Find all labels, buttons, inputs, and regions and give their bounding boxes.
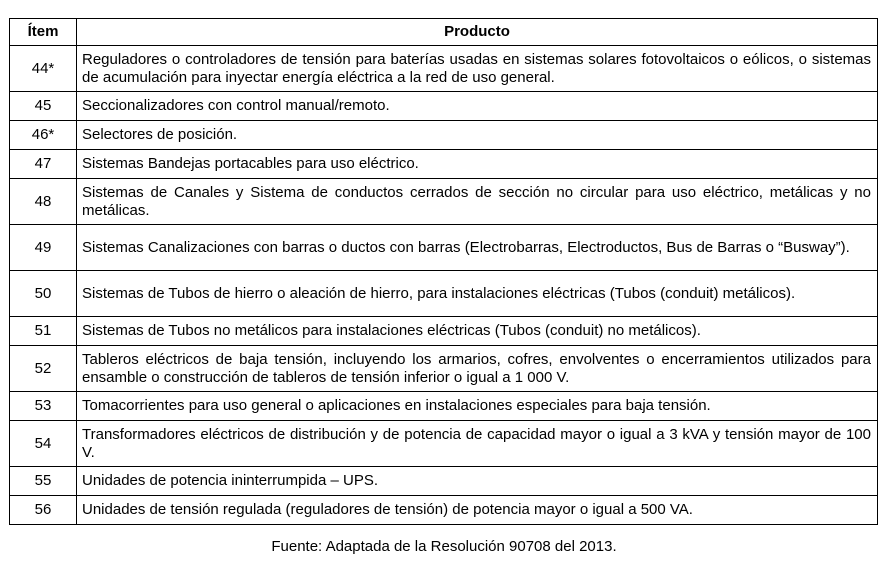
product-description: Sistemas de Tubos no metálicos para instalaciones eléctricas (Tubos (conduit) no metálicos). xyxy=(77,317,878,346)
table-row xyxy=(10,46,878,92)
product-description: Unidades de tensión regulada (reguladores de tensión) de potencia mayor o igual a 500 VA. xyxy=(77,496,878,525)
product-description: Selectores de posición. xyxy=(77,121,878,150)
product-description: Sistemas de Canales y Sistema de conductos cerrados de sección no circular para uso eléctrico, metálicas y no metálicas. xyxy=(77,179,878,225)
header-row xyxy=(10,19,878,46)
product-description: Sistemas Canalizaciones con barras o ductos con barras (Electrobarras, Electroductos, Bus de Barras o “Busway”). xyxy=(77,225,878,271)
item-number: 55 xyxy=(10,467,77,496)
item-number: 48 xyxy=(10,179,77,225)
item-number: 45 xyxy=(10,92,77,121)
table-row xyxy=(10,317,878,346)
table-row xyxy=(10,467,878,496)
table-row xyxy=(10,92,878,121)
table-row xyxy=(10,225,878,271)
source-note: Fuente: Adaptada de la Resolución 90708 del 2013. xyxy=(271,538,617,555)
item-number: 52 xyxy=(10,346,77,392)
item-number: 47 xyxy=(10,150,77,179)
product-description: Sistemas de Tubos de hierro o aleación de hierro, para instalaciones eléctricas (Tubos (conduit) metálicos). xyxy=(77,271,878,317)
table-row xyxy=(10,392,878,421)
item-number: 50 xyxy=(10,271,77,317)
product-description: Tomacorrientes para uso general o aplicaciones en instalaciones especiales para baja tensión. xyxy=(77,392,878,421)
products-table xyxy=(9,18,878,525)
product-description: Sistemas Bandejas portacables para uso eléctrico. xyxy=(77,150,878,179)
item-number: 51 xyxy=(10,317,77,346)
product-column-header: Producto xyxy=(77,19,878,46)
item-number: 54 xyxy=(10,421,77,467)
item-number: 49 xyxy=(10,225,77,271)
product-description: Reguladores o controladores de tensión para baterías usadas en sistemas solares fotovoltaicos o eólicos, o sistemas de acumulación para inyectar energía eléctrica a la red de uso general. xyxy=(77,46,878,92)
product-description: Seccionalizadores con control manual/remoto. xyxy=(77,92,878,121)
table-row xyxy=(10,421,878,467)
table-row xyxy=(10,271,878,317)
item-number: 56 xyxy=(10,496,77,525)
table-row xyxy=(10,179,878,225)
table-row xyxy=(10,496,878,525)
item-number: 46* xyxy=(10,121,77,150)
table-row xyxy=(10,150,878,179)
product-description: Tableros eléctricos de baja tensión, incluyendo los armarios, cofres, envolventes o encerramientos utilizados para ensamble o construcción de tableros de tensión inferior o igual a 1 000 V. xyxy=(77,346,878,392)
item-column-header: Ítem xyxy=(10,19,77,46)
table-row xyxy=(10,121,878,150)
item-number: 53 xyxy=(10,392,77,421)
product-description: Transformadores eléctricos de distribución y de potencia de capacidad mayor o igual a 3 kVA y tensión mayor de 100 V. xyxy=(77,421,878,467)
table-row xyxy=(10,346,878,392)
product-description: Unidades de potencia ininterrumpida – UPS. xyxy=(77,467,878,496)
item-number: 44* xyxy=(10,46,77,92)
